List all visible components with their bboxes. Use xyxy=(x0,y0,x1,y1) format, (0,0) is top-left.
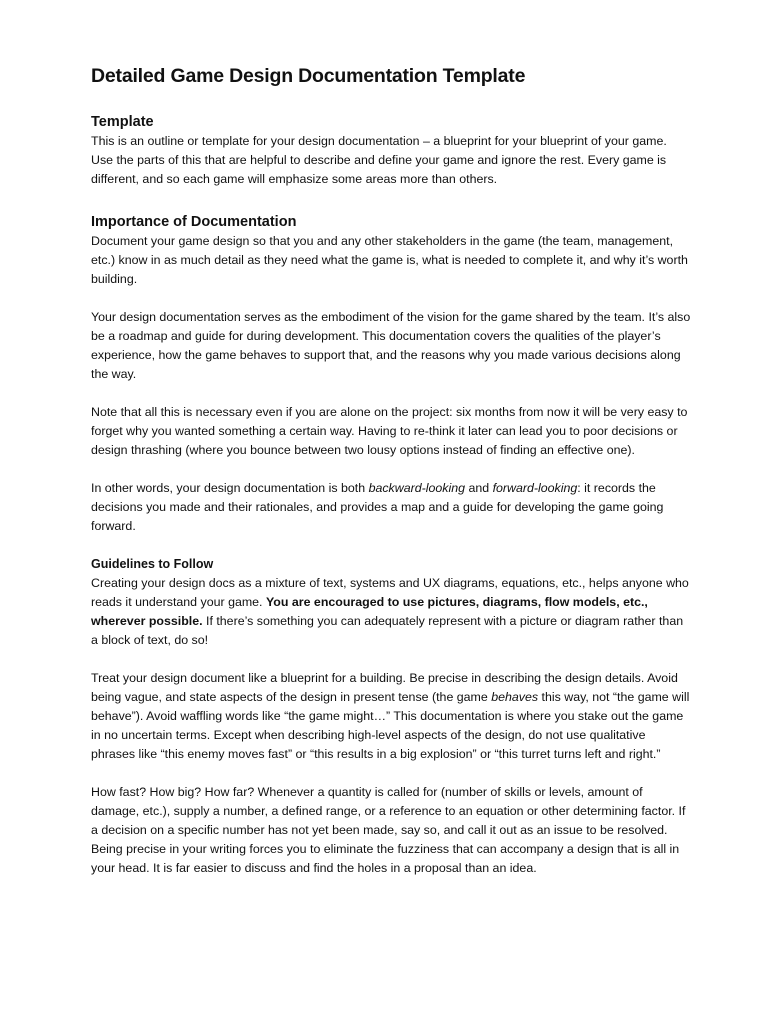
document-title: Detailed Game Design Documentation Template xyxy=(91,65,526,87)
text-run: In other words, your design documentation is both xyxy=(91,481,369,495)
importance-heading: Importance of Documentation xyxy=(91,214,297,230)
text-run: : it records the decisions you made and their rationales, and provides a map and a guide for developing the game going forward. xyxy=(91,481,664,533)
text-run: If there’s something you can adequately represent with a picture or diagram rather than a block of text, do so! xyxy=(91,614,684,647)
document-page xyxy=(91,62,691,897)
emphasis-behaves: behaves xyxy=(491,690,539,704)
importance-paragraph-4 xyxy=(91,479,691,536)
importance-paragraph-1: Document your game design so that you and any other stakeholders in the game (the team, management, etc.) know in as much detail as they need what the game is, what is needed to complete it, and why it’s worth building. xyxy=(91,234,688,286)
guidelines-paragraph-2 xyxy=(91,669,691,764)
text-run: and xyxy=(465,481,493,495)
importance-paragraph-2: Your design documentation serves as the embodiment of the vision for the game shared by the team. It’s also be a roadmap and guide for during development. This documentation covers the qualities of the player’s experience, how the game behaves to support that, and the reasons why you made various decisions along the way. xyxy=(91,310,691,381)
text-run: Creating your design docs as a mixture of text, systems and UX diagrams, equations, etc., helps anyone who reads it understand your game. xyxy=(91,576,689,609)
bold-encouragement: You are encouraged to use pictures, diagrams, flow models, etc., wherever possible. xyxy=(91,595,648,628)
guidelines-heading: Guidelines to Follow xyxy=(91,557,214,571)
guidelines-paragraph-1 xyxy=(91,574,691,650)
emphasis-forward-looking: forward-looking xyxy=(492,481,578,495)
importance-paragraph-3: Note that all this is necessary even if you are alone on the project: six months from now it will be very easy to forget why you wanted something a certain way. Having to re-think it later can lead you to poor decisions or design thrashing (where you bounce between two lousy options instead of finding an effective one). xyxy=(91,405,688,457)
guidelines-paragraph-3: How fast? How big? How far? Whenever a quantity is called for (number of skills or levels, amount of damage, etc.), supply a number, a defined range, or a reference to an equation or other determining factor. If a decision on a specific number has not yet been made, say so, and call it out as an issue to be resolved. Being precise in your writing forces you to eliminate the fuzziness that can accompany a design that is all in your head. It is far easier to discuss and find the holes in a proposal than an idea. xyxy=(91,785,686,875)
template-heading: Template xyxy=(91,114,154,130)
text-run: this way, not “the game will behave”). Avoid waffling words like “the game might…” This documentation is where you stake out the game in no uncertain terms. Except when describing high-level aspects of the design, do not use qualitative phrases like “this enemy moves fast” or “this results in a big explosion” or “this turret turns left and right.” xyxy=(91,690,690,761)
template-paragraph: This is an outline or template for your design documentation – a blueprint for your blueprint of your game. Use the parts of this that are helpful to describe and define your game and ignore the rest. Every game is different, and so each game will emphasize some areas more than others. xyxy=(91,134,667,186)
emphasis-backward-looking: backward-looking xyxy=(368,481,465,495)
text-run: Treat your design document like a blueprint for a building. Be precise in describing the design details. Avoid being vague, and state aspects of the design in present tense (the game xyxy=(91,671,678,704)
